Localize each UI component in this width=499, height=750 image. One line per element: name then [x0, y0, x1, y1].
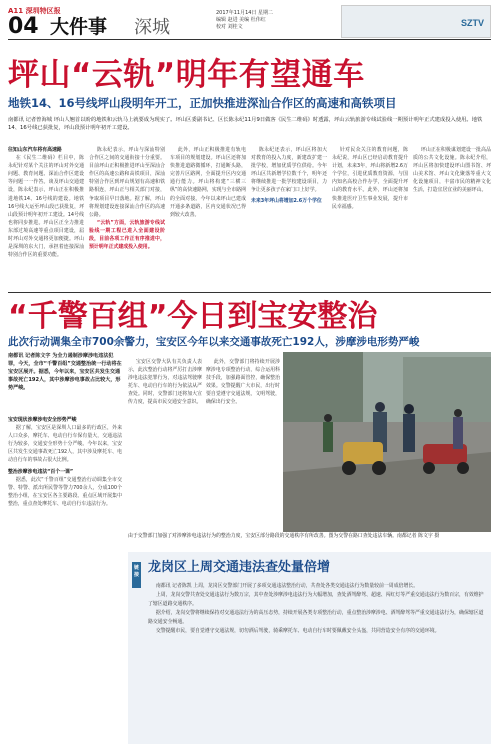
story1-col4	[251, 146, 327, 288]
ad-text: SZTV	[460, 18, 484, 28]
story3-p1: 南都讯 记者陈凯 上周，龙岗区交警部门开展了多项交通违法整治行动，共查处各类交通违法行为数量较前一周成倍增长。	[155, 583, 419, 589]
story1-subheadline: 地铁14、16号线坪山段明年开工，正加快推进深汕合作区的高速和高铁项目	[8, 96, 397, 110]
street-scene-image	[283, 352, 491, 532]
link-tag: 链接	[132, 562, 141, 588]
story1-col6	[413, 146, 491, 288]
story1-col3	[170, 146, 246, 288]
left-body1: 据了解，宝安区是深圳人口最多的行政区，外来人口众多，摩托车、电动自行车保有量大，交通违法行为较多，交通安全形势十分严峻。今年以来，宝安区共发生交通事故死亡192人，其中涉及摩托车、电动自行车的事故占很大比例。	[8, 425, 122, 464]
mid-body1: 宝安区交警大队有关负责人表示，此次整治行动将严厉打击涉摩涉电违法犯罪行为，对违法驾驶摩托车、电动自行车的行为依法从严查处。同时，交警部门还将加大宣传力度，提高市民交通安全意识。	[128, 359, 202, 406]
story2-mid-column2	[206, 358, 280, 530]
col1-body: 在《民生二维码》栏目中，陈永纪针对某个关注的坪山对外交通问题、教育问题、深汕合作区建设等问题一一作答。谈及坪山交通建设，陈永纪表示，坪山正在积极推进地铁14、16号线的建设。地铁16号线大运至坪山段已获批复，坪山段预计明年初开工建设。14号线也将同步推进。坪山区正全力推进东部过境高速等重点项目建设，届时坪山对外交通将更加便捷。坪山是深圳的东大门，承担着连接深汕特别合作区的重要功能。	[8, 155, 84, 259]
left-subhead2: 整治涉摩涉电违法“百个一课”	[8, 468, 74, 475]
col5-body: 针对民众关注的教育问题，陈永纪说，坪山区已经启动教育提升计划，未来3年，坪山将新增2.6万个学位，引进优质教育资源，与国内知名高校合作办学，全面提升坪山的教育水平。此外，坪山还将加快推进医疗卫生事业发展，提升市民幸福感。	[332, 147, 408, 210]
col4-subhead: 未来3年坪山将增加2.6万个学位	[251, 197, 322, 204]
story2-mid-column1	[128, 358, 202, 530]
story2-subheadline: 此次行动调集全市700余警力，宝安区今年以来交通事故死亡192人，涉摩涉电形势严峻	[8, 336, 420, 348]
col4-body: 陈永纪还表示，坪山区将加大对教育的投入力度，新建改扩建一批学校，增加优质学位供给。今年坪山区共新增学位数千个，明年还将继续推进一批学校建设项目，力争让更多孩子在家门口上好学。	[251, 147, 327, 194]
header-ad[interactable]	[341, 5, 491, 38]
story1-col2	[89, 146, 165, 288]
mid-body2: 此外，交警部门将持续开展涉摩涉电专项整治行动，综合运用科技手段，加强路面管控，确保整治效果。交警提醒广大市民，出行时要自觉遵守交通法规，文明驾驶，确保出行安全。	[206, 359, 280, 406]
story3-body	[148, 582, 486, 636]
meta-date: 2017年11月14日 星期二	[216, 10, 274, 16]
page-meta	[216, 10, 316, 31]
story3-p4: 交警提醒市民，要自觉遵守交通法规，切勿酒后驾驶，骑乘摩托车、电动自行车时要佩戴安全头盔，共同营造安全有序的交通环境。	[155, 628, 440, 635]
left-body2: 据悉，此次“千警百组”交通整治行动调集全市交警、特警、派出所民警等警力700余人，分成100个整治小组，在宝安区各主要路段、重点区域开展集中整治，重点查处摩托车、电动自行车违法行为。	[8, 476, 122, 507]
col6-body: 坪山正在积极谋划建设一批高品质的公共文化设施。陈永纪介绍，坪山区将加快建设坪山图书馆、坪山美术馆、坪山文化聚落等重大文化设施项目，丰富市民的精神文化生活，打造宜居宜业的美丽坪山。	[413, 147, 491, 194]
story3-p2: 上周，龙岗交警共查处交通违法行为数万宗，其中查处涉摩涉电违法行为大幅增加，查处酒驾醉驾、超速、闯红灯等严重交通违法行为数百宗，有效维护了辖区道路交通秩序。	[148, 592, 484, 607]
col1-subhead: 往知山东汽车将有高速路	[8, 147, 62, 153]
newspaper-logo: A11 深圳特区报	[8, 7, 61, 15]
story1-col1	[8, 146, 84, 288]
sub-section-title: 深城	[134, 17, 170, 38]
meta-proofreader: 校对 刘桂文	[216, 24, 243, 30]
photo-caption: 由于交警部门加强了对涉摩涉电违法行为的整治力度，宝安区部分路段的交通秩序有所改善。图为交警在路口查处违法车辆。南都记者 陈文宇 摄	[128, 533, 440, 539]
left-subhead1: 宝安现状涉摩涉电安全形势严峻	[8, 417, 77, 423]
story2-left-column	[8, 416, 122, 742]
story1-lead: 南都讯 记者曾海城 坪山人翘首以盼的地铁和云轨马上就要成为现实了。坪山区委副书记、区长陈永纪11月9日做客《民生二维码》时透露，坪山云轨旅游专线试验线一期预计明年正式建成投入使用。地铁14、16号线已获批复，坪山段预计明年初开工建设。	[8, 117, 483, 131]
story1-headline: 坪山“云轨”明年有望通车	[8, 57, 365, 93]
story1-col5	[332, 146, 408, 288]
section-title: 大件事	[50, 16, 108, 38]
story3-box	[128, 552, 491, 744]
meta-editor: 编辑 赵进 美编 杜伟红	[216, 17, 266, 23]
col2-highlight: “云轨”方面，云轨旅游专线试验线一期工程已进入全面建设阶段，目前各项工作正有序推进中，预计明年正式建成投入使用。	[89, 219, 165, 251]
story2-lead: 南都讯 记者陈文字 为全力遏制涉摩涉电违法犯罪，今天，全市“千警百组”交通整治统一行动将在宝安区展开。据悉，今年以来，宝安区共发生交通事故死亡192人，其中涉摩涉电事故占比较大，形势严峻。	[8, 353, 122, 391]
col3-body: 此外，坪山正积极推进有轨电车项目的规划建设。坪山区还将加快推进道路微循环，打通断头路，完善片区路网，全面提升区内交通通行能力。坪山将构建“三横三纵”的高快速路网，实现与全市路网的全面对接。今年以来坪山已建成开通多条道路，区内交通状况已得到较大改善。	[170, 147, 246, 218]
story1-columns	[8, 146, 491, 288]
page-number: 04	[8, 14, 39, 39]
page-header	[8, 4, 491, 40]
traffic-police-photo	[283, 352, 491, 532]
story3-p3: 据介绍，龙岗交警将继续保持对交通违法行为的高压态势，持续开展各类专项整治行动，重点整治涉摩涉电、酒驾醉驾等严重交通违法行为，确保辖区道路交通安全畅通。	[148, 610, 484, 625]
section-divider	[8, 292, 491, 293]
col2-body: 陈永纪表示，坪山与深汕特别合作区之间的交通衔接十分重要。目前坪山正积极推进坪山至深汕合作区的高速公路和高铁项目，深汕特别合作区到坪山规划有高速和铁路相连，坪山正与相关部门对接，争取项目早日落地。据了解，坪山将规划建设连接深汕合作区的高速公路。	[89, 147, 165, 218]
story3-headline: 龙岗区上周交通违法查处量倍增	[148, 560, 331, 575]
story2-headline: “千警百组”今日到宝安整治	[8, 299, 378, 334]
